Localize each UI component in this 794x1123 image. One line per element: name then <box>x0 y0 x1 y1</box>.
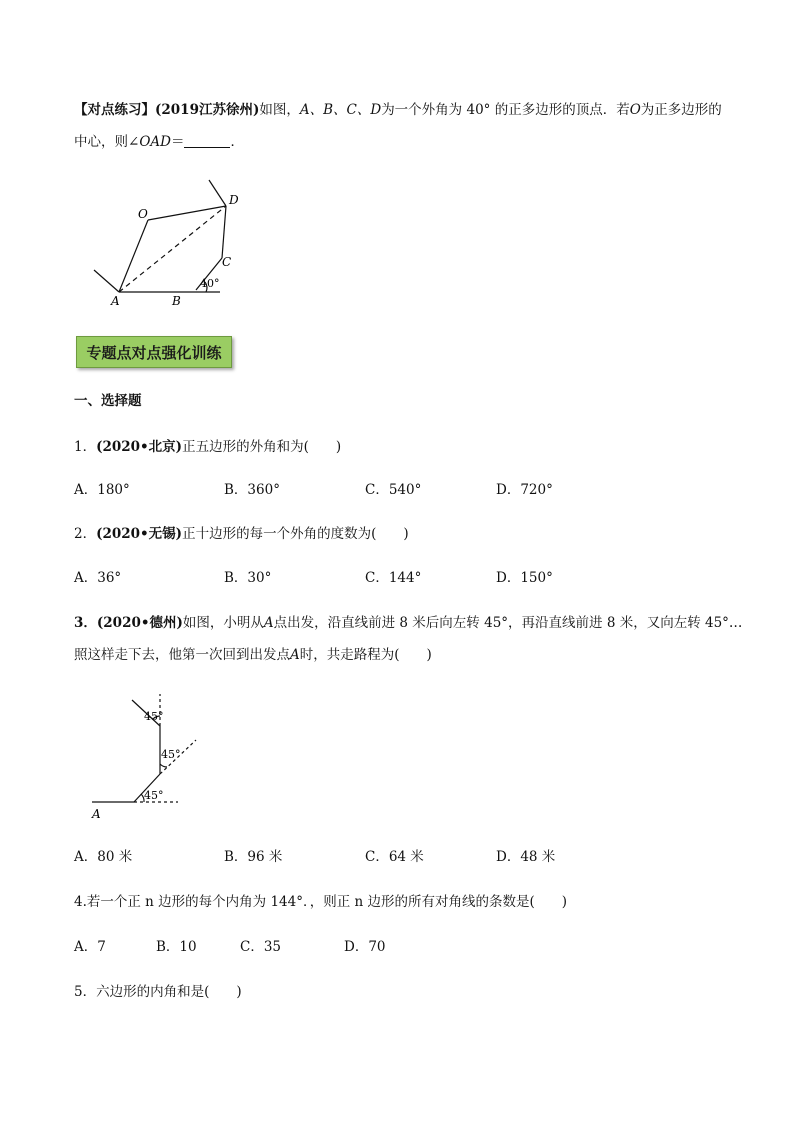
option-c[interactable]: C．540° <box>365 482 422 498</box>
label-angle-45-1: 45° <box>144 789 164 802</box>
label-o: O <box>138 207 148 221</box>
question-number: 3． <box>74 615 97 631</box>
question-4 <box>74 892 567 912</box>
exercise-text: 如图， <box>259 102 300 118</box>
exercise-angle-name: OAD <box>139 134 171 150</box>
exercise-source: (2019江苏徐州) <box>155 102 260 118</box>
question-point: A <box>263 615 274 631</box>
question-5 <box>74 982 242 1002</box>
option-a[interactable]: A．180° <box>74 482 130 498</box>
option-d[interactable]: D．70 <box>344 939 386 955</box>
question-text: 如图，小明从 <box>182 615 264 631</box>
label-a: A <box>111 294 120 308</box>
question-number: 4. <box>74 894 87 910</box>
option-a[interactable]: A．80 米 <box>74 849 133 865</box>
answer-blank[interactable] <box>184 133 230 148</box>
exercise-points: A、B、C、D <box>299 102 382 118</box>
label-a: A <box>92 807 101 821</box>
option-c[interactable]: C．64 米 <box>365 849 424 865</box>
option-d[interactable]: D．720° <box>496 482 553 498</box>
option-b[interactable]: B．360° <box>224 482 280 498</box>
question-text: 时，共走路程为( ) <box>299 647 432 663</box>
question-number: 2． <box>74 526 97 542</box>
option-b[interactable]: B．10 <box>156 939 197 955</box>
angle-arc-2 <box>160 764 167 767</box>
walking-path-figure <box>88 690 198 822</box>
segment-dc <box>222 206 226 258</box>
question-text: 正五边形的外角和为( ) <box>182 439 342 455</box>
label-d: D <box>229 193 239 207</box>
question-text: 正十边形的每一个外角的度数为( ) <box>182 526 409 542</box>
section-title: 一、选择题 <box>74 393 142 409</box>
option-a[interactable]: A．7 <box>74 939 106 955</box>
question-3-line-1 <box>74 613 742 633</box>
question-source: (2020•无锡) <box>96 526 183 542</box>
exercise-text: 为正多边形的 <box>640 102 722 118</box>
question-text: 若一个正 n 边形的每个内角为 144°．，则正 n 边形的所有对角线的条数是( ) <box>86 894 568 910</box>
exercise-text: ． <box>230 134 244 150</box>
question-number: 5． <box>74 984 97 1000</box>
exercise-text: ＝ <box>170 134 185 150</box>
label-angle-45-3: 45° <box>144 710 164 723</box>
question-source: (2020•德州) <box>96 615 183 631</box>
question-number: 1． <box>74 439 97 455</box>
label-c: C <box>222 255 232 269</box>
exercise-text: 中心，则∠ <box>74 134 140 150</box>
option-c[interactable]: C．144° <box>365 570 422 586</box>
question-text: 六边形的内角和是( ) <box>96 984 242 1000</box>
segment-od <box>148 206 226 220</box>
exercise-line-1 <box>74 100 722 120</box>
exercise-point-o: O <box>629 102 641 118</box>
question-3-line-2 <box>74 645 432 665</box>
question-source: (2020•北京) <box>96 439 183 455</box>
label-angle-40: 40° <box>200 277 220 290</box>
option-d[interactable]: D．48 米 <box>496 849 556 865</box>
option-b[interactable]: B．30° <box>224 570 272 586</box>
question-text: 照这样走下去，他第一次回到出发点 <box>74 647 290 663</box>
option-d[interactable]: D．150° <box>496 570 553 586</box>
extension-line-a <box>94 270 119 292</box>
exercise-tag: 【对点练习】 <box>74 102 155 118</box>
question-point: A <box>290 647 300 663</box>
question-text: 点出发，沿直线前进 8 米后向左转 45°，再沿直线前进 8 米，又向左转 45°… <box>273 615 743 631</box>
question-2 <box>74 524 409 544</box>
question-1 <box>74 437 341 457</box>
section-banner: 专题点对点强化训练 <box>76 336 232 368</box>
label-angle-45-2: 45° <box>161 748 181 761</box>
label-b: B <box>172 294 181 308</box>
exercise-text: 为一个外角为 40° 的正多边形的顶点．若 <box>381 102 630 118</box>
exercise-line-2 <box>74 132 244 152</box>
polygon-figure <box>84 172 254 312</box>
segment-ao <box>119 220 148 292</box>
extension-line-d <box>209 180 226 206</box>
option-a[interactable]: A．36° <box>74 570 122 586</box>
option-c[interactable]: C．35 <box>240 939 282 955</box>
option-b[interactable]: B．96 米 <box>224 849 283 865</box>
